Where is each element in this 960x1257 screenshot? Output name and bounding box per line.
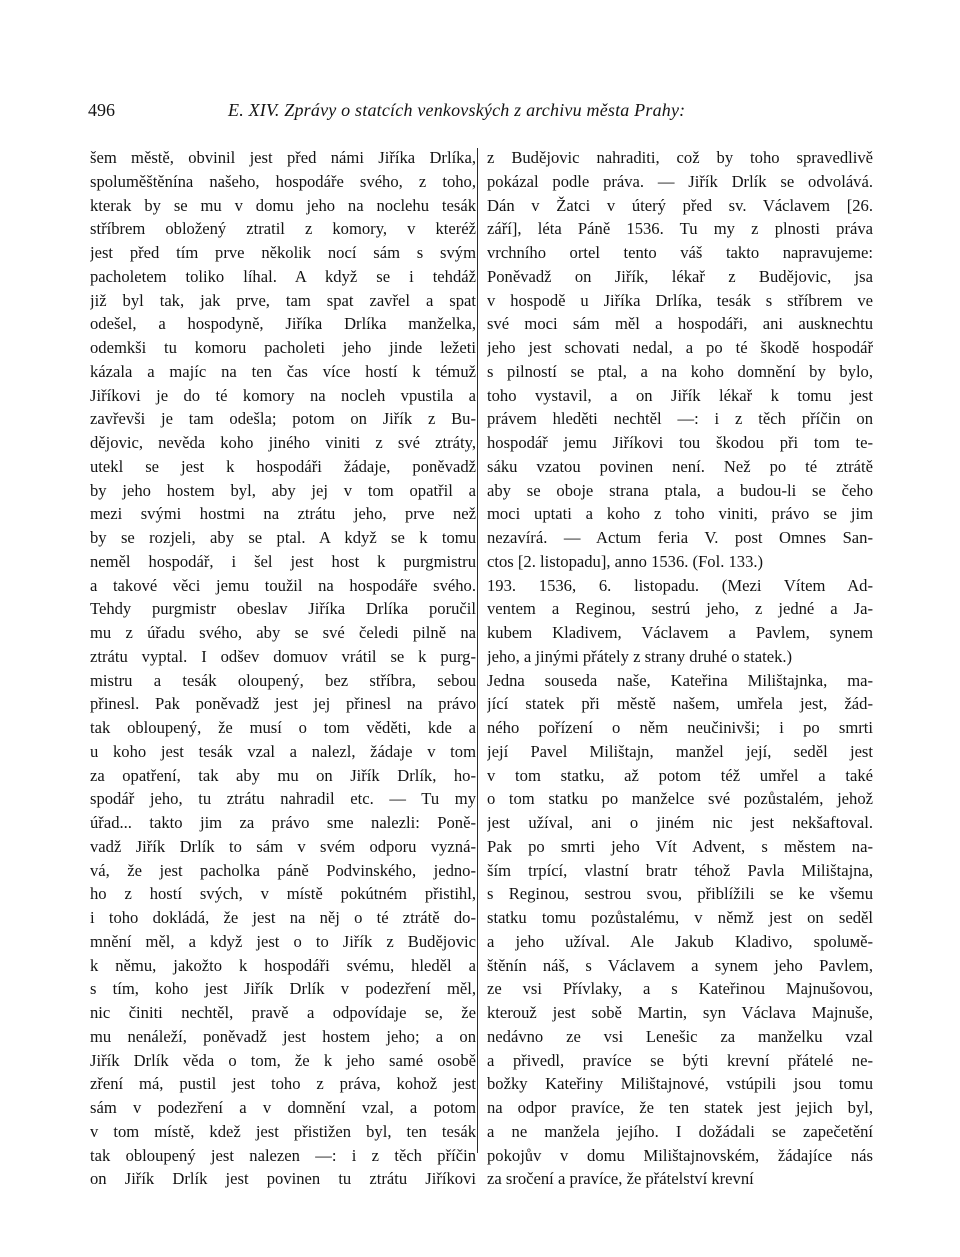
text-line: odemkši tu komoru pacholeti jeho jinde ležeti — [90, 338, 476, 357]
text-line: by jeho hostem byl, aby jej v tom opatřil a — [90, 480, 476, 500]
text-line: ším trpící, vlastní bratr téhož Pavla Milištajna, — [487, 860, 873, 880]
text-line: neměl hospodář, i šel jest host k purgmistru — [90, 551, 476, 571]
text-line: zření má, pustil jest toho z práva, kohož jest — [90, 1074, 476, 1094]
page-number: 496 — [88, 100, 115, 120]
text-line: v tom statku, až potom též umřel a také — [487, 765, 873, 785]
text-line: aby se oboje strana ptala, a budou-li se čeho — [487, 480, 873, 500]
text-line: toho vystavil, a on Jiřík lékař k tomu jest — [487, 385, 873, 405]
text-line: jest před tím prve několik nocí sám s svým — [90, 243, 476, 262]
text-line: nezavírá. — Actum feria V. post Omnes San- — [487, 528, 873, 547]
text-line: Dán v Žatci v úterý před sv. Václavem [26. — [487, 195, 873, 215]
text-line: na odpor pravíce, že ten statek jest jejich byl, — [487, 1098, 873, 1117]
text-line: Poněvadž on Jiřík, lékař z Budějovic, jsa — [487, 266, 873, 286]
text-line: zavřevši je tam odešla; potom on Jiřík z Bu- — [90, 409, 476, 429]
text-line: ho z hostí svých, v místě pokútném přistihl, — [90, 884, 476, 904]
text-line: a takové věci jemu toužil na hospodáře svého. — [90, 575, 476, 595]
text-line: k němu, jakožto k hospodáři svému, hleděl a — [90, 955, 476, 975]
page-header — [88, 100, 878, 128]
text-line: u koho jest tesák vzal a nalezl, žádaje v tom — [90, 741, 476, 761]
right-text-column — [487, 146, 873, 1191]
text-line: mezi svými hostmi na ztrátu jeho, prve než — [90, 504, 476, 524]
text-line: jeho jest schovati nedal, a po té škodě hospodář — [487, 338, 873, 357]
text-line: vadž Jiřík Drlík to sám v svém odporu vyzná- — [90, 836, 476, 856]
text-line: kubem Kladivem, Václavem a Pavlem, synem — [487, 623, 873, 642]
text-line: a ne manžela jejího. I dožádali se zapečetění — [487, 1121, 873, 1141]
text-line: její Pavel Milištajn, manžel její, seděl jest — [487, 741, 873, 761]
text-line: za sročení a pravíce, že přátelství krevní — [487, 1169, 754, 1189]
text-line: štěnín náš, s Václavem a synem jeho Pavlem, — [487, 955, 873, 975]
text-line: jest užíval, ani o jiném nic jest nekšaftoval. — [487, 813, 873, 832]
text-line: ctos [2. listopadu], anno 1536. (Fol. 133.) — [487, 551, 764, 571]
text-line: on Jiřík Drlík jest povinen tu ztrátu Jiříkovi — [90, 1169, 476, 1189]
text-line: jeho, a jinými přátely z strany druhé o statek.) — [487, 646, 793, 666]
text-line: stříbrem obložený ztratil z komory, v kteréž — [90, 219, 476, 239]
text-line: Jiříkovi je do té komory na nocleh vpustila a — [90, 385, 476, 405]
text-line: pacholetem toliko líhal. A když se i tehdáž — [90, 266, 476, 286]
running-head: E. XIV. Zprávy o statcích venkovských z archivu města Prahy: — [228, 100, 686, 120]
text-line: úřad... takto jim za právo sme nalezli: Poně- — [90, 813, 476, 832]
text-line: vá, že jest pacholka páně Podvinského, jedno- — [90, 860, 476, 880]
text-line: vrchního ortel tento váš takto napravujeme: — [487, 243, 873, 262]
text-line: Jedna souseda naše, Kateřina Milištajnka, ma- — [487, 670, 873, 690]
text-line: spoluměštěnína našeho, hospodáře svého, z toho, — [90, 171, 476, 191]
text-line: s pilností se ptal, a na koho domnění by bylo, — [487, 361, 873, 381]
text-line: z Budějovic nahraditi, což by toho spravedlivě — [487, 148, 873, 167]
text-line: kterouž jest sobě Martin, syn Václava Majnuše, — [487, 1003, 873, 1022]
text-line: za opatření, tak aby mu on Jiřík Drlík, ho- — [90, 765, 476, 785]
text-line: ze vsi Přívlaky, a s Kateřinou Majnušovou, — [487, 979, 873, 999]
text-line: Tehdy purgmistr obeslav Jiříka Drlíka poručil — [90, 599, 476, 619]
text-line: v hospodě u Jiříka Drlíka, tesák s stříbrem ve — [487, 290, 873, 310]
text-line: dějovic, nevěda koho jiného viniti z své ztráty, — [90, 433, 476, 452]
text-line: tak obloupený, že musí o tom věděti, kde a — [90, 718, 476, 737]
text-line: mnění měl, a když jest o to Jiřík z Budějovic — [90, 931, 476, 951]
text-line: moci uptati a koho z toho viniti, právo se jim — [487, 504, 873, 524]
text-line: přinesl. Pak poněvadž jest jej přinesl na právo — [90, 694, 476, 714]
text-line: utekl se jest k hospodáři žádaje, poněvadž — [90, 456, 476, 476]
text-line: v tom místě, kdež jest přistižen byl, ten tesák — [90, 1121, 476, 1141]
text-line: sáku vzatou povinen není. Než po té ztrátě — [487, 456, 873, 476]
left-text-column — [90, 146, 476, 1191]
text-line: spodář jeho, tu ztrátu nahradil etc. — Tu my — [90, 789, 476, 809]
text-line: ventem a Reginou, sestrú jeho, z jedné a Ja- — [487, 599, 873, 619]
text-line: kázala a majíc na ten čas více hostí k témuž — [90, 361, 476, 381]
text-line: odešel, a hospodyně, Jiříka Drlíka manželka, — [90, 314, 476, 334]
column-divider — [477, 148, 478, 1153]
text-line: a přivedl, pravíce se býti krevní přátelé ne- — [487, 1050, 873, 1070]
text-line: ného pořízení o něm neučinivši; i po smrti — [487, 718, 873, 737]
text-line: mu z úřadu svého, aby se své čeledi pilně na — [90, 623, 476, 642]
text-line: ztrátu vyptal. I odšev domuov vrátil se k purg- — [90, 646, 476, 666]
text-line: by se rozjeli, aby se ptal. A když se k tomu — [90, 528, 476, 547]
text-line: sám v podezření a v domnění vzal, a potom — [90, 1098, 476, 1117]
text-line: tak obloupený jest nalezen —: i z těch příčin — [90, 1145, 476, 1165]
text-line: mu nenáleží, poněvadž jest hostem jeho; a on — [90, 1026, 476, 1046]
text-line: své moci sám měl a hospodáři, ani ausknechtu — [487, 314, 873, 334]
text-line: mistru a tesák oloupený, bez stříbra, sebou — [90, 670, 476, 690]
text-line: Pak po smrti jeho Vít Advent, s městem na- — [487, 836, 873, 856]
text-line: nedávno ze vsi Lenešic za manželku vzal — [487, 1026, 873, 1046]
text-line: s tím, koho jest Jiřík Drlík v podezření měl, — [90, 979, 476, 999]
text-line: šem městě, obvinil jest před námi Jiříka Drlíka, — [90, 148, 476, 167]
text-line: božky Kateřiny Milištajnové, vstúpili jsou tomu — [487, 1074, 873, 1094]
text-line: s Reginou, sestrou svou, přiblížili se ke všemu — [487, 884, 873, 904]
text-line: statku tomu pozůstalému, v němž jest on seděl — [487, 908, 873, 927]
text-line: jící statek při městě našem, umřela jest, žád- — [487, 694, 873, 714]
text-line: i toho dokládá, že jest na něj o té ztrátě do- — [90, 908, 476, 927]
text-line: hospodář jemu Jiříkovi tou škodou při tom te- — [487, 433, 873, 452]
text-line: a jeho užíval. Ale Jakub Kladivo, spoluмě- — [487, 931, 873, 951]
text-line: již byl tak, jak prve, tam spat zavřel a spat — [90, 290, 476, 310]
text-line: září], léta Páně 1536. Tu my z plnosti práva — [487, 219, 873, 239]
text-line: právem hleděti nechtěl —: i z těch příčin on — [487, 409, 873, 429]
text-line: pokázal podle práva. — Jiřík Drlík se odvolává. — [487, 171, 873, 191]
text-line: o tom statku po manželce své pozůstalém, jehož — [487, 789, 873, 809]
text-line: nic činiti nechtěl, pravě a odpovídaje se, že — [90, 1003, 476, 1022]
text-line: kterak by se mu v domu jeho na noclehu tesák — [90, 195, 476, 215]
text-line: pokojův v domu Milištajnovském, žádajíce nás — [487, 1145, 873, 1165]
text-line: 193. 1536, 6. listopadu. (Mezi Vítem Ad- — [487, 575, 873, 595]
text-line: Jiřík Drlík věda o tom, že k jeho samé osobě — [90, 1050, 476, 1070]
